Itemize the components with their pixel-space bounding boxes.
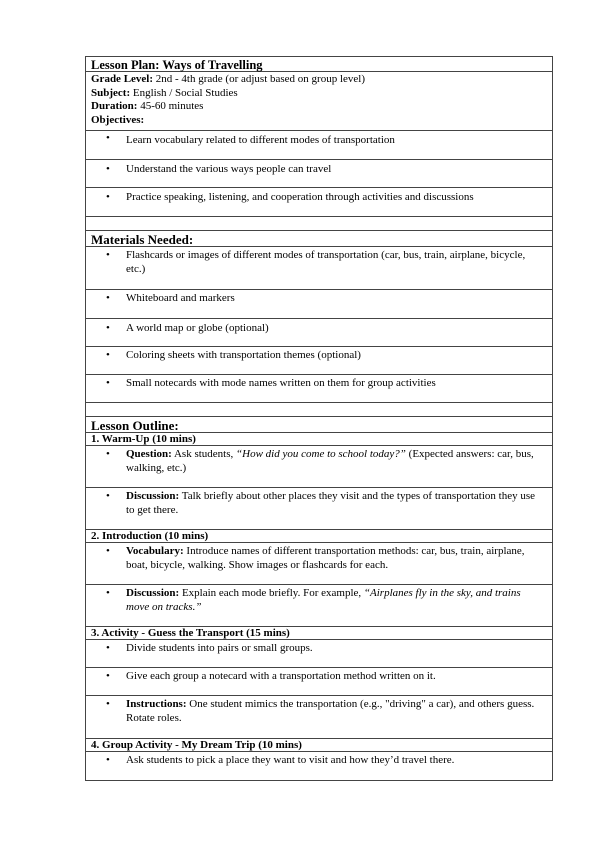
spacer-row	[85, 403, 553, 417]
materials-heading: Materials Needed:	[85, 231, 553, 247]
bullet-icon: •	[106, 545, 110, 557]
bullet-icon: •	[106, 292, 110, 304]
grade-level: Grade Level: 2nd - 4th grade (or adjust based on group level)	[91, 73, 366, 85]
activity-item: • Divide students into pairs or small groups.	[85, 640, 553, 668]
material-item: • Flashcards or images of different modes of transportation (car, bus, train, airplane, bicycle, etc.)	[85, 247, 553, 290]
objectives-label: Objectives:	[91, 113, 145, 126]
bullet-icon: •	[106, 132, 110, 144]
intro-vocabulary-item: • Vocabulary: Introduce names of different transportation methods: car, bus, train, airplane, boat, bicycle, walking. Show images or flashcards for each.	[85, 543, 553, 585]
outline-heading: Lesson Outline:	[85, 417, 553, 433]
bullet-icon: •	[106, 587, 110, 599]
lesson-info	[85, 72, 553, 131]
bullet-icon: •	[106, 448, 110, 460]
subject: Subject: English / Social Studies	[91, 86, 238, 99]
intro-heading: 2. Introduction (10 mins)	[85, 530, 553, 543]
duration: Duration: 45-60 minutes	[91, 100, 204, 112]
material-item: • Coloring sheets with transportation themes (optional)	[85, 347, 553, 375]
bullet-icon: •	[106, 642, 110, 654]
bullet-icon: •	[106, 322, 110, 334]
bullet-icon: •	[106, 163, 110, 175]
bullet-icon: •	[106, 754, 110, 766]
activity-item: • Give each group a notecard with a transportation method written on it.	[85, 668, 553, 696]
bullet-icon: •	[106, 249, 110, 261]
group-activity-item: • Ask students to pick a place they want to visit and how they’d travel there.	[85, 752, 553, 781]
material-item: • Whiteboard and markers	[85, 290, 553, 319]
bullet-icon: •	[106, 490, 110, 502]
material-item: • Small notecards with mode names written on them for group activities	[85, 375, 553, 403]
bullet-icon: •	[106, 349, 110, 361]
bullet-icon: •	[106, 191, 110, 203]
bullet-icon: •	[106, 698, 110, 710]
intro-discussion-item: • Discussion: Explain each mode briefly. For example, “Airplanes fly in the sky, and trains move on tracks.”	[85, 585, 553, 627]
lesson-title: Lesson Plan: Ways of Travelling	[85, 56, 553, 72]
warmup-discussion-item: • Discussion: Talk briefly about other places they visit and the types of transportation they use to get there.	[85, 488, 553, 530]
material-item: • A world map or globe (optional)	[85, 319, 553, 347]
objective-item: • Practice speaking, listening, and cooperation through activities and discussions	[85, 188, 553, 217]
lesson-plan-table	[85, 56, 553, 781]
activity-instructions-item: • Instructions: One student mimics the transportation (e.g., "driving" a car), and others guess. Rotate roles.	[85, 696, 553, 739]
activity-heading: 3. Activity - Guess the Transport (15 mins)	[85, 627, 553, 640]
objective-item: • Understand the various ways people can travel	[85, 160, 553, 188]
spacer-row	[85, 217, 553, 231]
objective-item: • Learn vocabulary related to different modes of transportation	[85, 131, 553, 160]
bullet-icon: •	[106, 377, 110, 389]
bullet-icon: •	[106, 670, 110, 682]
warmup-question-item: • Question: Ask students, “How did you come to school today?” (Expected answers: car, bus, walking, etc.)	[85, 446, 553, 488]
group-activity-heading: 4. Group Activity - My Dream Trip (10 mins)	[85, 739, 553, 752]
warmup-heading: 1. Warm-Up (10 mins)	[85, 433, 553, 446]
